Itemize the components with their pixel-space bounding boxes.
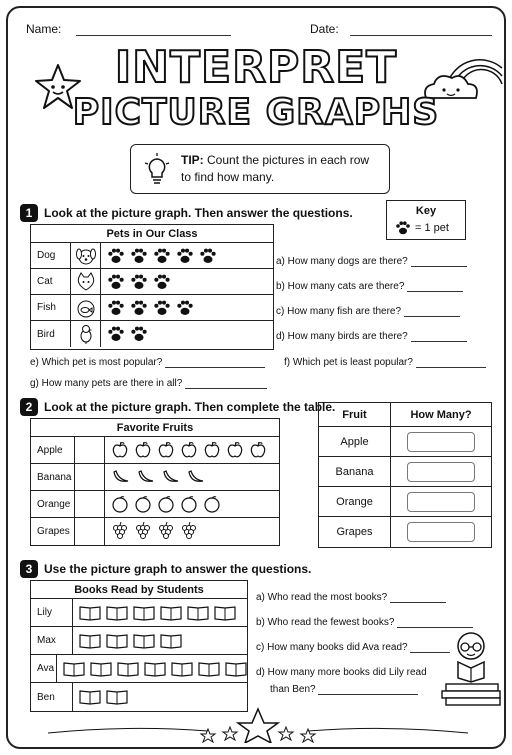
book-icon — [106, 689, 128, 705]
orange-icon — [203, 495, 221, 513]
book-icon — [90, 661, 112, 677]
question-3d-cont: than Ben? — [270, 684, 418, 695]
dog-icon — [71, 243, 101, 268]
graph-row-pictures — [105, 441, 279, 459]
paw-icon — [107, 248, 125, 264]
apple-icon — [180, 441, 198, 459]
grapes-icon — [157, 522, 175, 542]
key-value: = 1 pet — [415, 222, 449, 234]
book-icon — [106, 605, 128, 621]
question-1c: c) How many fish are there? — [276, 306, 460, 317]
apple-icon — [157, 441, 175, 459]
orange-icon — [157, 495, 175, 513]
banana-icon — [186, 468, 206, 486]
answer-1d[interactable] — [411, 341, 467, 342]
grapes-icon — [75, 518, 105, 545]
book-icon — [79, 605, 101, 621]
question-3a: a) Who read the most books? — [256, 592, 446, 603]
title-line-2: PICTURE GRAPHS — [72, 92, 440, 133]
paw-icon — [107, 274, 125, 290]
book-icon — [133, 633, 155, 649]
answer-1a[interactable] — [411, 266, 467, 267]
question-3d: d) How many more books did Lily read — [256, 667, 427, 678]
book-icon — [214, 605, 236, 621]
graph-row-pictures — [105, 522, 279, 542]
banana-icon — [161, 468, 181, 486]
graph-row-label: Max — [31, 627, 73, 654]
banana-icon — [111, 468, 131, 486]
fish-icon — [71, 295, 101, 320]
books-picture-graph — [30, 580, 248, 712]
banana-icon — [136, 468, 156, 486]
section-3-heading — [20, 560, 311, 578]
cat-icon — [71, 269, 101, 294]
paw-icon — [130, 248, 148, 264]
answer-1f[interactable] — [416, 367, 486, 368]
graph-row — [31, 269, 273, 295]
graph-row-label: Ben — [31, 683, 73, 711]
paw-icon — [153, 248, 171, 264]
banana-icon — [75, 464, 105, 490]
bird-icon — [71, 321, 101, 347]
graph-row — [31, 599, 247, 627]
section-1-number: 1 — [20, 204, 38, 222]
graph-row-label: Cat — [31, 269, 71, 294]
orange-icon — [75, 491, 105, 517]
title-line-1: INTERPRET — [114, 42, 398, 93]
name-label: Name: — [26, 22, 62, 36]
book-icon — [171, 661, 193, 677]
section-3-number: 3 — [20, 560, 38, 578]
graph-row — [31, 491, 279, 518]
paw-icon — [176, 300, 194, 316]
section-1-heading-text: Look at the picture graph. Then answer the questions. — [44, 206, 353, 220]
question-3b: b) Who read the fewest books? — [256, 617, 473, 628]
date-line[interactable] — [350, 35, 492, 36]
graph-row-label: Orange — [31, 491, 75, 517]
paw-icon — [176, 248, 194, 264]
fruit-count-input[interactable] — [407, 462, 475, 482]
graph-row — [31, 295, 273, 321]
fruit-table-answer-cell — [391, 427, 491, 456]
grapes-icon — [180, 522, 198, 542]
tip-text-1: Count the pictures in each row — [203, 153, 370, 167]
fruit-table-row — [319, 487, 491, 517]
answer-1c[interactable] — [404, 316, 460, 317]
graph-row-label: Dog — [31, 243, 71, 268]
paw-icon — [153, 274, 171, 290]
graph-row — [31, 518, 279, 545]
graph-row-label: Grapes — [31, 518, 75, 545]
graph-row — [31, 655, 247, 683]
fruit-count-input[interactable] — [407, 522, 475, 542]
paw-icon — [107, 300, 125, 316]
books-graph-title: Books Read by Students — [31, 581, 247, 599]
fruit-table-name: Grapes — [319, 517, 391, 547]
book-icon — [160, 633, 182, 649]
book-icon — [79, 689, 101, 705]
book-icon — [63, 661, 85, 677]
table-header-how-many: How Many? — [410, 408, 472, 421]
book-icon — [79, 633, 101, 649]
fruit-table-name: Apple — [319, 427, 391, 456]
paw-icon — [130, 300, 148, 316]
book-icon — [133, 605, 155, 621]
paw-icon — [130, 326, 148, 342]
apple-icon — [111, 441, 129, 459]
apple-icon — [226, 441, 244, 459]
graph-row-pictures — [73, 633, 247, 649]
book-icon — [160, 605, 182, 621]
date-label: Date: — [310, 22, 339, 36]
orange-icon — [111, 495, 129, 513]
graph-row-pictures — [57, 661, 247, 677]
lightbulb-icon — [143, 153, 171, 187]
grapes-icon — [134, 522, 152, 542]
paw-icon — [395, 221, 411, 235]
fruit-count-input[interactable] — [407, 432, 475, 452]
book-icon — [117, 661, 139, 677]
fruits-graph-title: Favorite Fruits — [31, 419, 279, 437]
question-1d: d) How many birds are there? — [276, 331, 467, 342]
apple-icon — [249, 441, 267, 459]
answer-1g[interactable] — [185, 388, 267, 389]
graph-row — [31, 243, 273, 269]
graph-row-label: Fish — [31, 295, 71, 320]
apple-icon — [203, 441, 221, 459]
grapes-icon — [111, 522, 129, 542]
orange-icon — [134, 495, 152, 513]
graph-row — [31, 627, 247, 655]
answer-1b[interactable] — [407, 291, 463, 292]
question-1f: f) Which pet is least popular? — [284, 357, 486, 368]
question-3c: c) How many books did Ava read? — [256, 642, 450, 653]
fruit-table-row — [319, 517, 491, 547]
section-3-heading-text: Use the picture graph to answer the questions. — [44, 562, 312, 576]
fruit-count-input[interactable] — [407, 492, 475, 512]
key-title: Key — [415, 205, 437, 217]
graph-row-pictures — [73, 605, 247, 621]
name-date-row — [20, 22, 492, 42]
graph-row-label: Apple — [31, 437, 75, 463]
fruit-table-row — [319, 427, 491, 457]
graph-row — [31, 321, 273, 347]
book-icon — [144, 661, 166, 677]
apple-icon — [134, 441, 152, 459]
graph-row-pictures — [101, 248, 273, 264]
paw-icon — [130, 274, 148, 290]
question-1e: e) Which pet is most popular? — [30, 357, 265, 368]
table-header-fruit: Fruit — [319, 403, 391, 426]
graph-row-label: Ava — [31, 655, 57, 682]
graph-row-pictures — [73, 689, 247, 705]
apple-icon — [75, 437, 105, 463]
book-icon — [198, 661, 220, 677]
section-2-heading-text: Look at the picture graph. Then complete the table. — [44, 400, 336, 414]
fruit-table-answer-cell — [391, 457, 491, 486]
graph-row-pictures — [101, 300, 273, 316]
graph-row — [31, 437, 279, 464]
paw-icon — [199, 248, 217, 264]
graph-row-pictures — [105, 495, 279, 513]
key-box — [386, 200, 466, 240]
section-1-heading — [20, 204, 353, 222]
answer-3a[interactable] — [390, 602, 446, 603]
graph-row-label: Lily — [31, 599, 73, 626]
answer-3d[interactable] — [318, 694, 418, 695]
book-icon — [187, 605, 209, 621]
footer-stars-decoration — [8, 705, 506, 743]
graph-row-pictures — [101, 274, 273, 290]
answer-1e[interactable] — [165, 367, 265, 368]
orange-icon — [180, 495, 198, 513]
pets-picture-graph — [30, 224, 274, 350]
book-icon — [225, 661, 247, 677]
worksheet — [6, 6, 506, 749]
section-2-heading — [20, 398, 335, 416]
fruit-table-name: Orange — [319, 487, 391, 516]
question-1g: g) How many pets are there in all? — [30, 378, 267, 389]
graph-row-pictures — [101, 326, 273, 342]
paw-icon — [153, 300, 171, 316]
fruit-table-answer-cell — [391, 487, 491, 516]
graph-row-pictures — [105, 468, 279, 486]
graph-row-label: Banana — [31, 464, 75, 490]
question-1b: b) How many cats are there? — [276, 281, 463, 292]
tip-bold: TIP: — [181, 153, 204, 167]
pets-graph-title: Pets in Our Class — [31, 225, 273, 243]
book-icon — [106, 633, 128, 649]
tip-box — [130, 144, 390, 194]
name-line[interactable] — [76, 35, 231, 36]
graph-row — [31, 464, 279, 491]
question-1a: a) How many dogs are there? — [276, 256, 467, 267]
fruit-table-name: Banana — [319, 457, 391, 486]
section-2-number: 2 — [20, 398, 38, 416]
graph-row-label: Bird — [31, 321, 71, 347]
tip-text-2: to find how many. — [181, 170, 275, 184]
fruit-table-row — [319, 457, 491, 487]
fruit-count-table — [318, 402, 492, 548]
paw-icon — [107, 326, 125, 342]
fruit-table-answer-cell — [391, 517, 491, 547]
reading-kid-on-books-icon — [438, 628, 504, 708]
fruits-picture-graph — [30, 418, 280, 546]
